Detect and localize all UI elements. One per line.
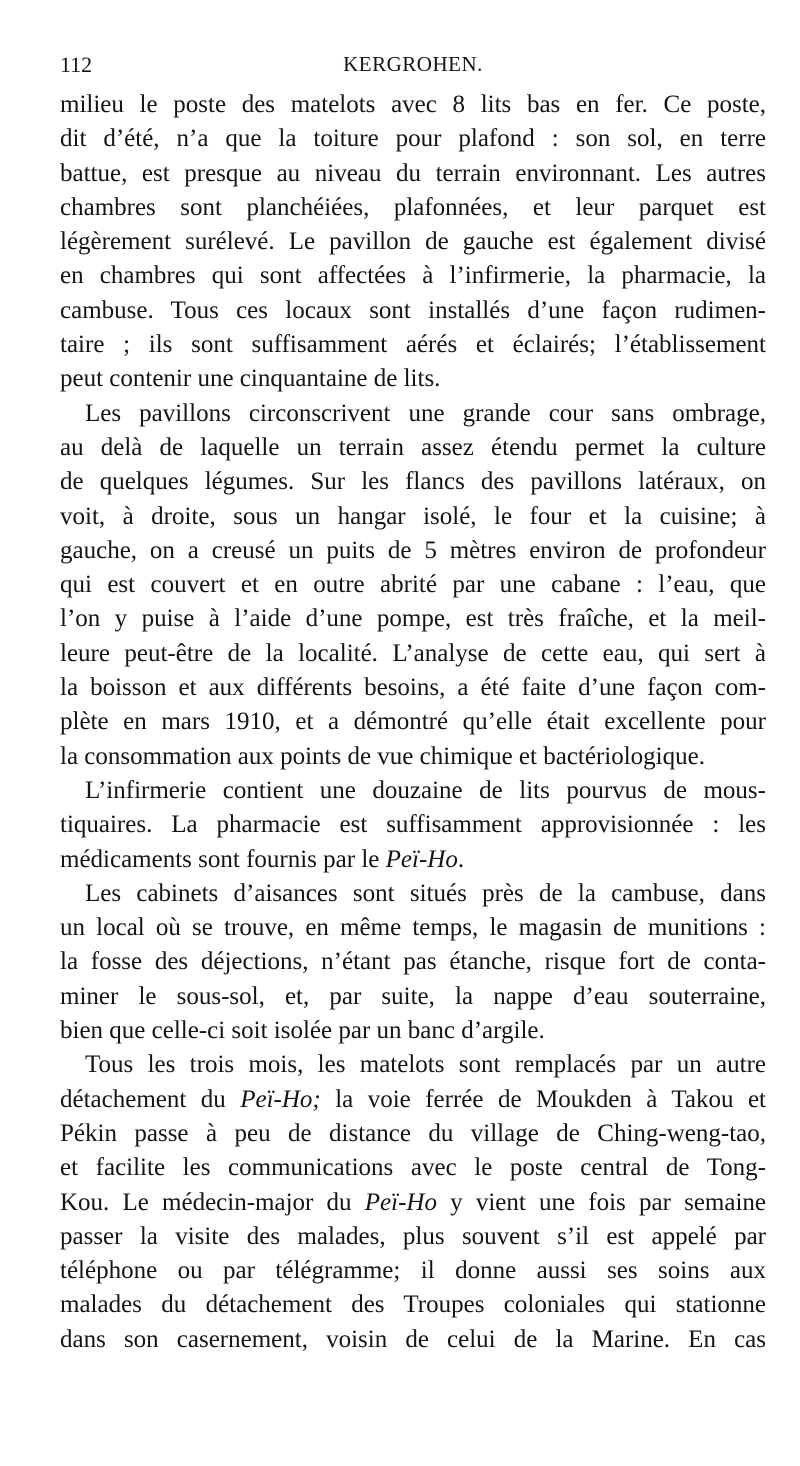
ship-name: Peï-Ho — [385, 845, 458, 873]
text-line: légèrement surélevé. Le pavillon de gauche est également divisé — [60, 228, 766, 256]
text-line: taire ; ils sont suffisamment aérés et éclairés; l’établissement — [60, 331, 766, 359]
text-line: dit d’été, n’a que la toiture pour plafond : son sol, en terre — [60, 125, 766, 153]
text-line: de quelques légumes. Sur les flancs des pavillons latéraux, on — [60, 468, 766, 496]
text-line: téléphone ou par télégramme; il donne aussi ses soins aux — [60, 1257, 766, 1285]
text-line: plète en mars 1910, et a démontré qu’elle était excellente pour — [60, 708, 766, 736]
text-line: cambuse. Tous ces locaux sont installés d’une façon rudimen- — [60, 296, 766, 324]
text-line: peut contenir une cinquantaine de lits. — [60, 365, 441, 393]
text-line — [60, 843, 766, 877]
text-line: la fosse des déjections, n’étant pas étanche, risque fort de conta- — [60, 948, 766, 976]
text-line: la consommation aux points de vue chimique et bactériologique. — [60, 742, 705, 770]
text-line: voit, à droite, sous un hangar isolé, le four et la cuisine; à — [60, 502, 766, 530]
text-line: Tous les trois mois, les matelots sont remplacés par un autre — [85, 1051, 766, 1079]
text-line: dans son casernement, voisin de celui de la Marine. En cas — [60, 1325, 766, 1353]
text-line: battue, est presque au niveau du terrain environnant. Les autres — [60, 159, 766, 187]
ship-name: Peï-Ho — [364, 1188, 437, 1216]
text-line: l’on y puise à l’aide d’une pompe, est très fraîche, et la meil- — [60, 605, 766, 633]
page-number: 112 — [60, 52, 93, 77]
text-line: tiquaires. La pharmacie est suffisamment approvisionnée : les — [60, 811, 766, 839]
text-segment: la voie ferrée de Moukden à Takou et — [320, 1085, 766, 1113]
text-line: Les pavillons circonscrivent une grande cour sans ombrage, — [85, 399, 766, 427]
text-line: au delà de laquelle un terrain assez étendu permet la culture — [60, 433, 766, 461]
text-line: qui est couvert et en outre abrité par une cabane : l’eau, que — [60, 571, 766, 599]
text-line: un local où se trouve, en même temps, le magasin de munitions : — [60, 914, 766, 942]
text-line: passer la visite des malades, plus souvent s’il est appelé par — [60, 1222, 766, 1250]
text-line: malades du détachement des Troupes coloniales qui stationne — [60, 1291, 766, 1319]
ship-name: Peï-Ho; — [240, 1085, 321, 1113]
body-text — [60, 88, 766, 1357]
text-line: miner le sous-sol, et, par suite, la nappe d’eau souterraine, — [60, 982, 766, 1010]
text-line: milieu le poste des matelots avec 8 lits bas en fer. Ce poste, — [60, 91, 766, 118]
text-line: Pékin passe à peu de distance du village de Ching-weng-tao, — [60, 1119, 766, 1147]
text-line: L’infirmerie contient une douzaine de lits pourvus de mous- — [85, 776, 766, 804]
text-segment: Kou. Le médecin-major du — [60, 1188, 365, 1216]
text-segment: détachement du — [60, 1085, 241, 1113]
text-line: bien que celle-ci soit isolée par un banc d’argile. — [60, 1017, 545, 1045]
text-line: leure peut-être de la localité. L’analyse de cette eau, qui sert à — [60, 639, 766, 667]
text-line — [60, 1083, 766, 1117]
text-line: Les cabinets d’aisances sont situés près de la cambuse, dans — [85, 879, 766, 907]
text-segment: . — [457, 845, 465, 873]
text-line: gauche, on a creusé un puits de 5 mètres environ de profondeur — [60, 536, 766, 564]
text-line: chambres sont planchéiées, plafonnées, et leur parquet est — [60, 193, 766, 221]
text-line: en chambres qui sont affectées à l’infirmerie, la pharmacie, la — [60, 262, 766, 290]
text-segment: médicaments sont fournis par le — [60, 845, 386, 873]
text-line: la boisson et aux différents besoins, a été faite d’une façon com- — [60, 674, 766, 702]
text-segment: y vient une fois par semaine — [436, 1188, 766, 1216]
page-header — [60, 52, 766, 82]
text-line — [60, 1186, 766, 1220]
text-line: et facilite les communications avec le poste central de Tong- — [60, 1154, 766, 1182]
running-head: KERGROHEN. — [343, 52, 483, 76]
